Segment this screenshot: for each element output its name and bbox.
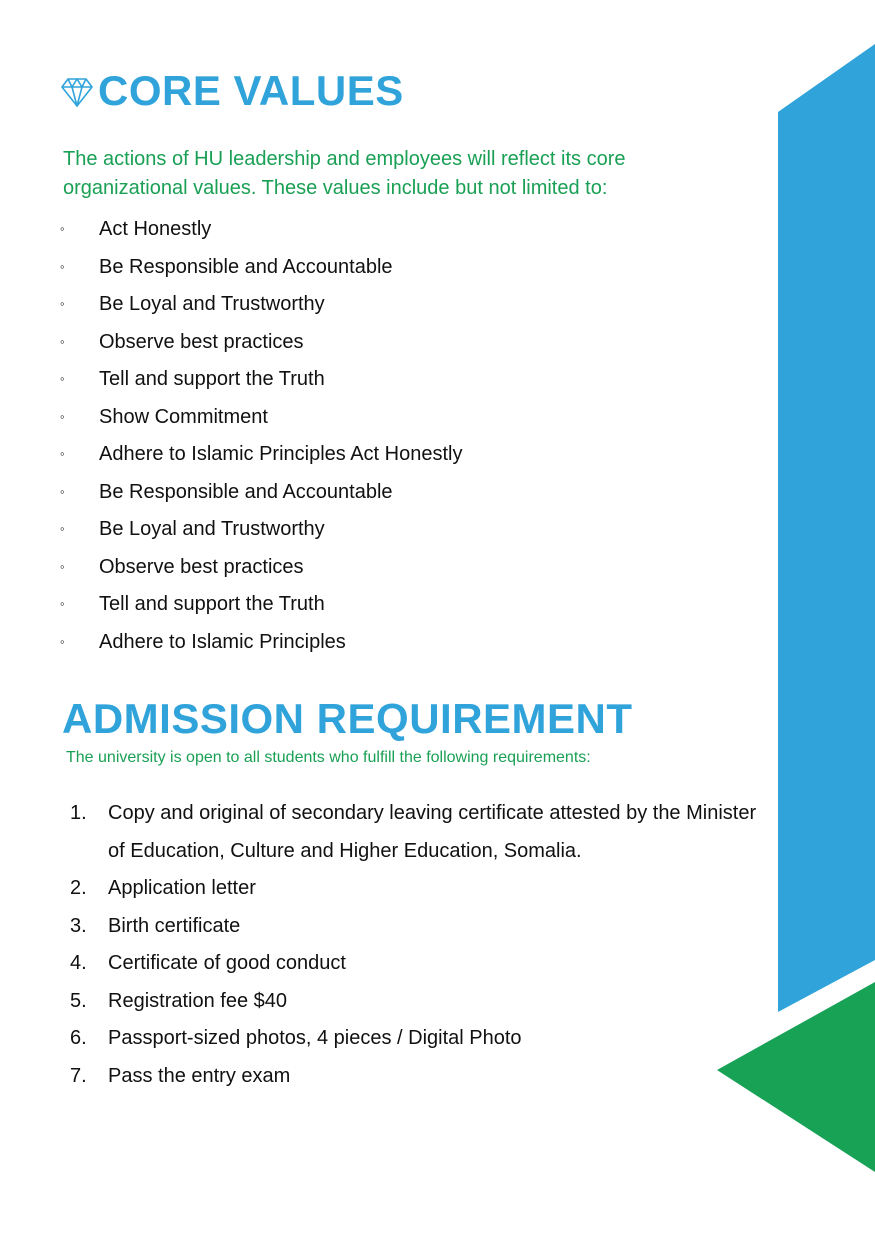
list-item [60,588,463,626]
core-values-list [60,213,463,663]
list-item [70,945,760,983]
list-item-text: Tell and support the Truth [99,368,325,390]
list-item-text: Be Loyal and Trustworthy [99,293,325,315]
item-number: 2. [70,877,87,899]
admission-requirement-title: ADMISSION REQUIREMENT [62,695,633,742]
list-item-text: Be Responsible and Accountable [99,480,393,503]
bullet-icon: ◦ [60,596,65,611]
list-item [60,326,463,364]
list-item-text: Act Honestly [99,218,212,240]
core-values-heading [60,66,404,116]
admission-requirements-list [70,795,760,1095]
core-values-intro: The actions of HU leadership and employees will reflect its core organizational values. These values include but not limited to: [63,148,626,199]
bullet-icon: ◦ [60,221,65,236]
list-item [60,213,463,251]
list-item [70,908,760,946]
list-item-text: Adhere to Islamic Principles [99,630,346,653]
item-number: 3. [70,914,87,937]
list-item-text: Application letter [108,877,256,899]
list-item [60,288,463,326]
bullet-icon: ◦ [60,371,65,386]
list-item [60,401,463,439]
list-item-text: Registration fee $40 [108,989,288,1012]
item-number: 7. [70,1064,87,1087]
bullet-icon: ◦ [60,446,65,461]
diamond-icon [60,75,94,109]
list-item-text: Observe best practices [99,330,304,353]
list-item-text: Observe best practices [99,555,304,578]
bullet-icon: ◦ [60,633,65,649]
core-values-title: CORE VALUES [98,67,404,114]
list-item [60,363,463,401]
item-number: 1. [70,802,87,824]
bullet-icon: ◦ [60,333,65,349]
blue-band-shape [778,44,875,1012]
bullet-icon: ◦ [60,483,65,499]
bullet-icon: ◦ [60,296,65,311]
list-item-text: Adhere to Islamic Principles Act Honestly [99,443,463,465]
list-item-text: Certificate of good conduct [108,952,346,974]
item-number: 6. [70,1027,87,1049]
list-item-text: Copy and original of secondary leaving certificate attested by the Minister of Education, Culture and Higher Education, Somalia. [108,802,757,862]
list-item [60,551,463,589]
list-item [60,251,463,289]
bullet-icon: ◦ [60,408,65,424]
list-item-text: Birth certificate [108,914,241,937]
list-item [70,1020,760,1058]
list-item [70,870,760,908]
item-number: 5. [70,989,87,1012]
list-item-text: Show Commitment [99,405,268,428]
list-item [70,795,760,870]
list-item [70,983,760,1021]
list-item [60,438,463,476]
list-item-text: Passport-sized photos, 4 pieces / Digital Photo [108,1027,522,1049]
list-item [60,476,463,514]
bullet-icon: ◦ [60,258,65,274]
list-item-text: Be Loyal and Trustworthy [99,518,325,540]
bullet-icon: ◦ [60,521,65,536]
list-item [60,513,463,551]
list-item [60,626,463,664]
list-item-text: Tell and support the Truth [99,593,325,615]
item-number: 4. [70,952,87,974]
list-item-text: Be Responsible and Accountable [99,255,393,278]
admission-intro: The university is open to all students who fulfill the following requirements: [66,749,591,766]
bullet-icon: ◦ [60,558,65,574]
list-item-text: Pass the entry exam [108,1064,291,1087]
list-item [70,1058,760,1096]
